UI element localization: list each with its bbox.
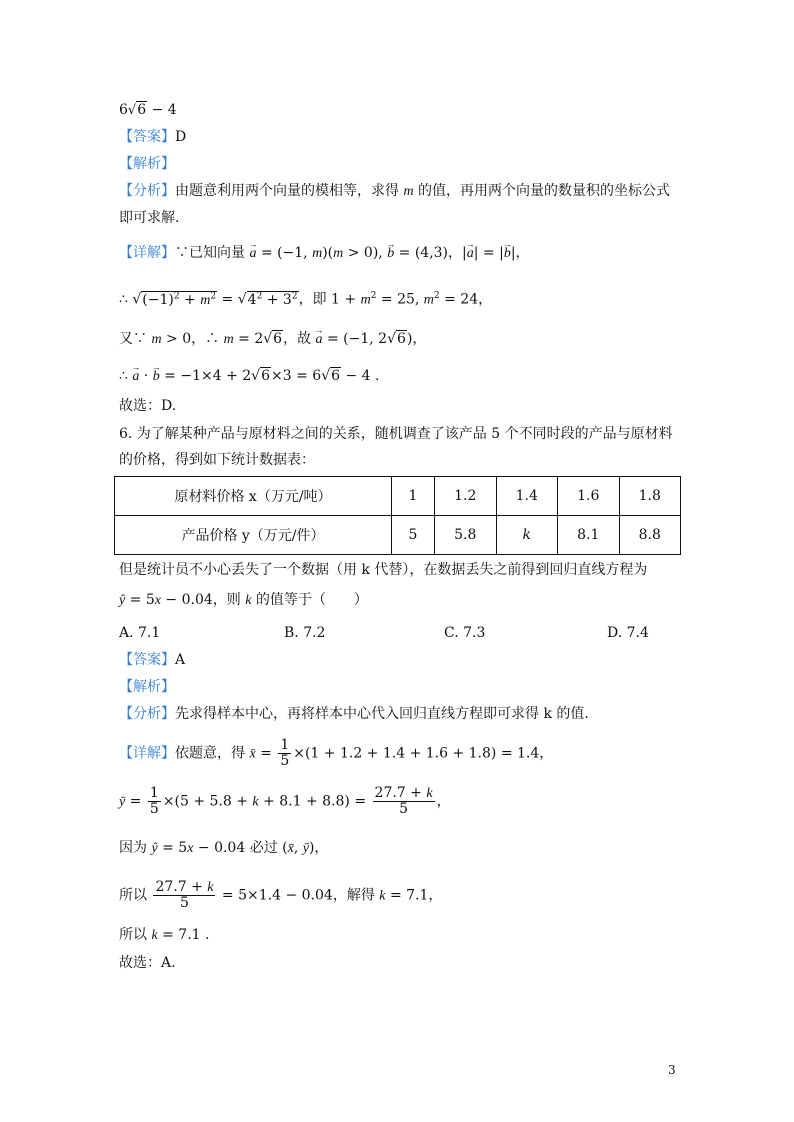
row-header: 原材料价格 x（万元/吨） [115, 477, 392, 516]
table-cell: 1.4 [496, 477, 558, 516]
q6-detail-line5: 所以 k = 7.1 . [119, 927, 210, 943]
answer-tag: 【答案】 [119, 129, 175, 145]
q6-answer: A [175, 652, 186, 668]
q5-fenxi-line2: 即可求解. [119, 210, 180, 226]
table-cell: 1.2 [435, 477, 497, 516]
q6-option-b: B. 7.2 [284, 625, 326, 641]
q6-fenxi: 【分析】先求得样本中心，再将样本中心代入回归直线方程即可求得 k 的值. [119, 706, 589, 722]
q6-detail-line2: ȳ = $\frac{1}{5}$ ×(5 + 5.8 + k + 8.1 + 8.8) = $\frac{27.7 + k}{5}$ ， [119, 785, 451, 817]
q6-option-a: A. 7.1 [119, 625, 161, 641]
q5-detail-line1: 【详解】∵已知向量 → a = (−1, m)(m > 0), → b = (4,3)，|→ a| = |→ b|， [119, 243, 530, 264]
page-number: 3 [668, 1063, 676, 1077]
q6-detail-line3: 因为 ŷ = 5x − 0.04 必过 (x̄, ȳ)， [119, 840, 329, 856]
q6-option-d: D. 7.4 [607, 625, 649, 641]
table-cell: k [496, 516, 558, 555]
q6-detail-line4: 所以 $\frac{27.7 + k}{5}$ = 5×1.4 − 0.04，解得 k = 7.1， [119, 879, 443, 911]
q5-detail-line2: ∴ $√(-1)^2 + m^2 = √4^2 + 3^2$，即 $1 + m^2 = 25$, $m^2 = 24$， [119, 291, 493, 308]
q5-answer: D [175, 129, 187, 145]
table-cell: 1 [392, 477, 435, 516]
q6-analysis-tag: 【解析】 [119, 679, 175, 695]
q5-detail-line4: ∴ → a · → b = −1×4 + 2√6×3 = 6√6 − 4 . [119, 366, 380, 387]
table-cell: 5 [392, 516, 435, 555]
q5-answer-line [119, 127, 186, 147]
row-header: 产品价格 y（万元/件） [115, 516, 392, 555]
q6-stem-line4: ŷ = 5x − 0.04，则 k 的值等于（ ） [119, 592, 368, 608]
table-cell: 8.8 [619, 516, 681, 555]
q5-conclusion: 故选：D. [119, 398, 177, 414]
table-cell: 1.6 [558, 477, 620, 516]
q6-answer-line: 【答案】A [119, 652, 186, 668]
q6-stem-line3: 但是统计员不小心丢失了一个数据（用 k 代替），在数据丢失之前得到回归直线方程为 [119, 562, 648, 578]
table-cell: 8.1 [558, 516, 620, 555]
q5-detail-line3: 又∵ m > 0，∴ m = 2√6，故 → a = (−1, 2√6)， [119, 329, 426, 350]
prev-choice-d: 6√6 − 4 [119, 102, 177, 118]
price-data-table [114, 476, 681, 555]
q6-detail-line1: 【详解】依题意，得 x̄ = $\frac{1}{5}$ ×(1 + 1.2 + 1.4 + 1.6 + 1.8) = 1.4， [119, 737, 554, 769]
table-cell: 5.8 [435, 516, 497, 555]
q5-fenxi-line1: 【分析】由题意利用两个向量的模相等，求得 m 的值，再用两个向量的数量积的坐标公式 [119, 183, 671, 199]
q6-stem-line1: 6. 为了解某种产品与原材料之间的关系，随机调查了该产品 5 个不同时段的产品与原材料 [119, 426, 673, 442]
table-cell: 1.8 [619, 477, 681, 516]
q6-conclusion: 故选：A. [119, 955, 176, 971]
q6-stem-line2: 的价格，得到如下统计数据表： [119, 452, 315, 468]
q6-option-c: C. 7.3 [444, 625, 486, 641]
q5-analysis-tag: 【解析】 [119, 156, 175, 172]
table-row [115, 516, 681, 555]
table-row [115, 477, 681, 516]
